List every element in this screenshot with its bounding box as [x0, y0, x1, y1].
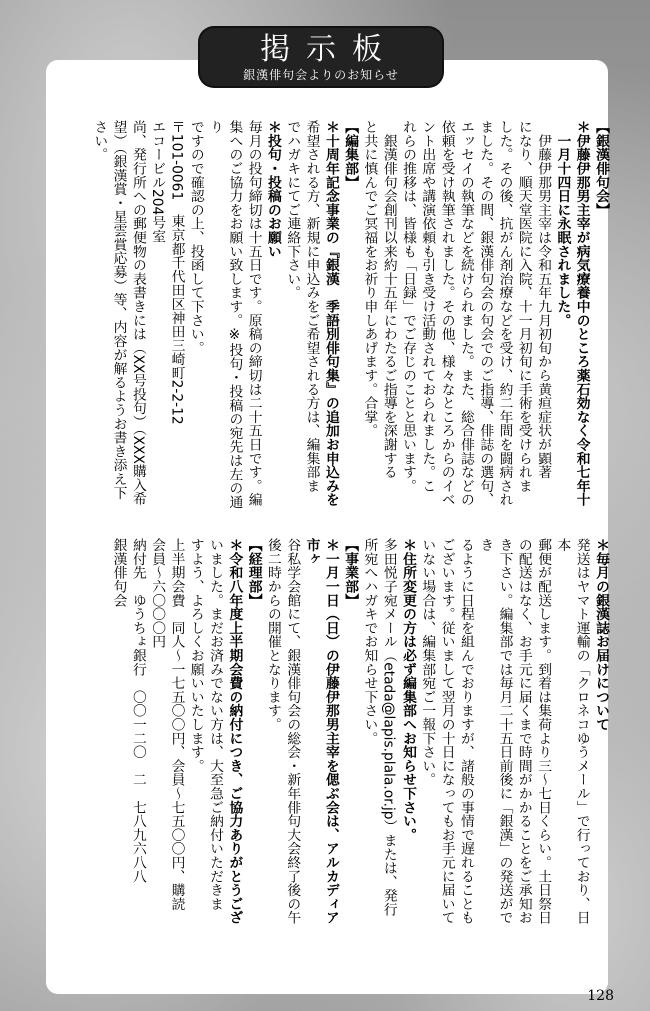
text-line: 希望される方、新規に申込みをご希望される方は、編集部ま [303, 120, 320, 493]
text-line: 谷私学会館にて、銀漢俳句会の総会・新年俳句大会終了後の午 [284, 538, 301, 925]
text-line: 会員〜六〇〇〇円 [149, 538, 166, 649]
text-line: れらの推移は、皆様も「日録」でご存じのことと思います。 [400, 120, 417, 493]
text-line: ＊一月一日（日）の伊藤伊那男主宰を偲ぶ会は、アルカディア市ヶ [303, 538, 339, 925]
text-line: になり、順天堂医院に入院、十一月初旬に手術を受けられま [515, 120, 532, 493]
text-line: すよう、よろしくお願いいたします。 [187, 538, 204, 773]
text-line: 発送はヤマト運輸の「クロネコゆうメール」で行っており、日本 [554, 538, 590, 925]
lower-notice-block [108, 538, 610, 936]
text-line: ですので確認の上、投函して下さい。 [187, 120, 204, 355]
text-line: 【編集部】 [342, 120, 359, 189]
text-line: ございます。従いまして翌月の十日になってもお手元に届いて [438, 538, 455, 925]
text-line: 一月十四日に永眠されました。 [554, 120, 571, 327]
text-line: 納付先 ゆうちょ銀行 〇〇一二〇 二 七八九六八八 [129, 538, 146, 883]
upper-notice-block [89, 120, 610, 512]
text-line: いました。まだお済みでない方は、大至急ご納付いただきま [207, 538, 224, 911]
text-line: ント出席や講演依頼も引き受け活動されておられました。こ [419, 120, 436, 493]
text-line: 毎月の投句締切は十五日です。原稿の締切は二十五日です。編 [245, 120, 262, 507]
text-line: 集へのご協力をお願い致します。※投句・投稿の宛先は左の通り [207, 120, 243, 509]
text-line: ＊毎月の銀漢誌お届けについて [593, 538, 609, 732]
page-number: 128 [587, 988, 614, 1004]
text-line: 銀漢俳句会 [110, 538, 127, 607]
text-line: 【経理部】 [245, 538, 262, 607]
text-line: ＊十周年記念事業の『銀漢 季語別俳句集』の追加お申込みを [322, 120, 339, 507]
text-line: ＊投句・投稿のお願い [264, 120, 281, 258]
text-line: 【事業部】 [342, 538, 359, 607]
text-line: いない場合は、編集部宛ご一報下さい。 [419, 538, 436, 787]
text-line: 伊藤伊那男主宰は令和五年九月初旬から黄疸症状が顕著 [535, 120, 552, 479]
text-line: でハガキにてご連絡下さい。 [284, 120, 301, 300]
text-line: エコービル204号室 [149, 120, 166, 243]
text-line: 多田悦子宛メール（etada@lapis.plala.or.jp）または、発行 [380, 538, 397, 917]
text-line: 依頼を受け執筆されました。その他、様々なところからのイベ [438, 120, 455, 507]
text-line: と共に慎んでご冥福をお祈り申しあげます。合掌。 [361, 120, 378, 438]
page-subtitle: 銀漢俳句会よりのお知らせ [243, 68, 399, 82]
text-line: エッセイの執筆などを続けられました。また、総合俳誌などの [457, 120, 474, 507]
text-line: 【銀漢俳句会】 [593, 120, 609, 217]
text-line: ました。その間、銀漢俳句会の句会でのご指導、俳誌の選句、 [477, 120, 494, 507]
notice-board-header [200, 28, 442, 86]
page-title: 掲示板 [260, 32, 398, 67]
text-line: ＊伊藤伊那男主宰が病気療養中のところ薬石効なく令和七年十 [573, 120, 590, 507]
text-line: の配送はなく、お手元に届くまで時間がかかることをご承知お [515, 538, 532, 925]
text-line: き下さい。編集部では毎月二十五日前後に「銀漢」の発送ができ [477, 538, 513, 925]
text-line: ＊令和八年度上半期会費の納付につき、ご協力ありがとうござ [226, 538, 243, 925]
text-line: 〒101-0061 東京都千代田区神田三崎町2-2-12 [168, 120, 185, 425]
text-line: 尚、発行所への郵便物の表書きには（XX号投句）（XXX購入希 [129, 120, 146, 506]
text-line: 望）（銀漢賞・星雲賞応募）等、内容が解るようお書き添え下さい。 [91, 120, 127, 500]
text-line: 銀漢俳句会創刊以来約十五年にわたるご指導を深謝する [380, 120, 397, 479]
text-line: 所宛へハガキでお知らせ下さい。 [361, 538, 378, 745]
text-line: 後二時からの開催となります。 [264, 538, 281, 732]
text-line: した。その後、抗がん剤治療などを受け、約二年間を闘病され [496, 120, 513, 507]
text-line: 上半期会費 同人〜一七五〇〇円、会員〜七五〇〇円、購読 [168, 538, 185, 911]
text-line: ＊住所変更の方は必ず編集部へお知らせ下さい。 [400, 538, 417, 842]
text-line: 郵便が配送します。到着は集荷より三〜七日くらい。土日祭日 [535, 538, 552, 925]
text-line: るように日程を組んでおりますが、諸般の事情で遅れることも [457, 538, 474, 925]
